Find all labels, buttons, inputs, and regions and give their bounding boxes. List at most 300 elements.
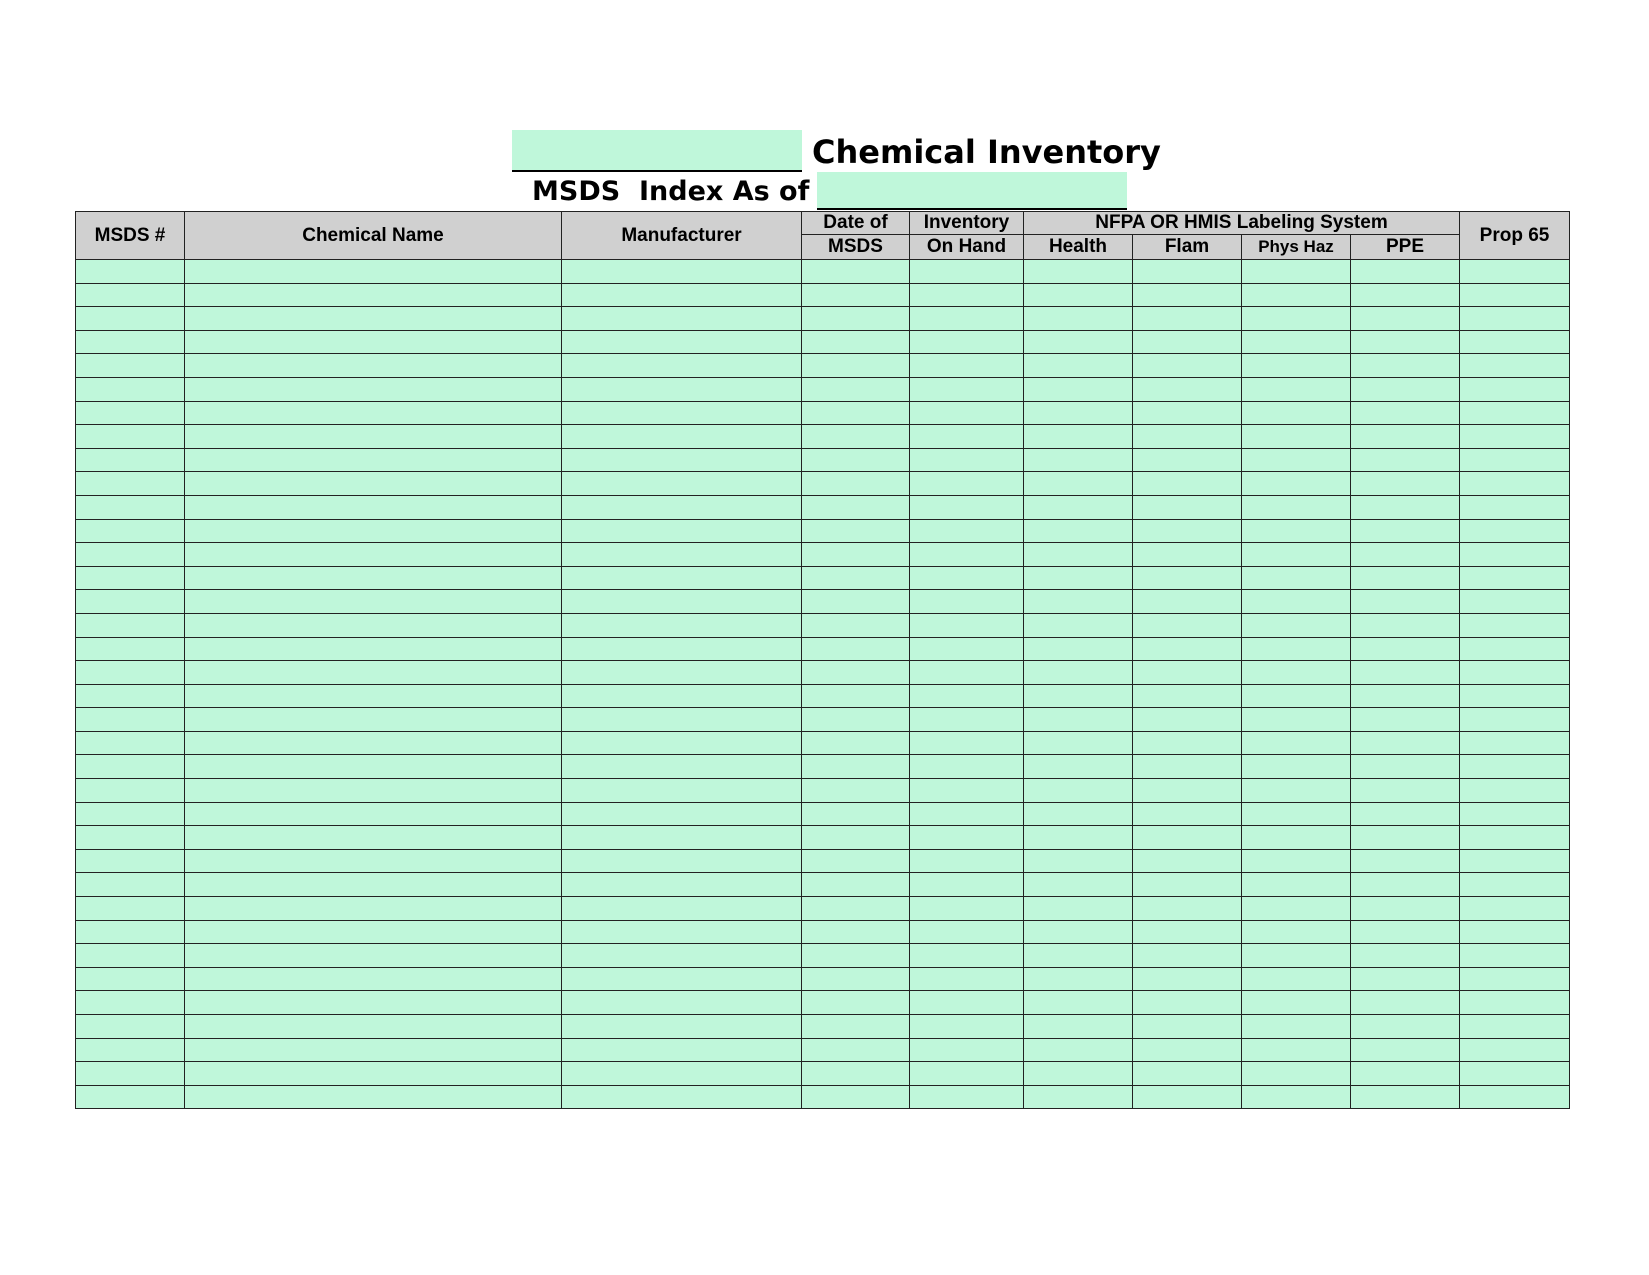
cell-flam[interactable] [1133, 613, 1242, 637]
cell-msds-no[interactable] [76, 779, 185, 803]
cell-ppe[interactable] [1351, 661, 1460, 685]
cell-date-of-msds[interactable] [802, 260, 910, 284]
cell-chemical-name[interactable] [185, 684, 562, 708]
cell-ppe[interactable] [1351, 897, 1460, 921]
cell-inventory-on-hand[interactable] [910, 495, 1024, 519]
cell-manufacturer[interactable] [562, 495, 802, 519]
cell-manufacturer[interactable] [562, 708, 802, 732]
cell-prop65[interactable] [1460, 1038, 1570, 1062]
cell-prop65[interactable] [1460, 684, 1570, 708]
cell-flam[interactable] [1133, 944, 1242, 968]
cell-phys-haz[interactable] [1242, 472, 1351, 496]
cell-prop65[interactable] [1460, 637, 1570, 661]
cell-ppe[interactable] [1351, 967, 1460, 991]
cell-chemical-name[interactable] [185, 802, 562, 826]
cell-inventory-on-hand[interactable] [910, 920, 1024, 944]
cell-ppe[interactable] [1351, 991, 1460, 1015]
cell-chemical-name[interactable] [185, 849, 562, 873]
cell-manufacturer[interactable] [562, 873, 802, 897]
cell-inventory-on-hand[interactable] [910, 307, 1024, 331]
cell-manufacturer[interactable] [562, 377, 802, 401]
cell-msds-no[interactable] [76, 448, 185, 472]
cell-date-of-msds[interactable] [802, 495, 910, 519]
cell-flam[interactable] [1133, 779, 1242, 803]
cell-phys-haz[interactable] [1242, 590, 1351, 614]
cell-health[interactable] [1024, 1015, 1133, 1039]
cell-phys-haz[interactable] [1242, 330, 1351, 354]
cell-ppe[interactable] [1351, 1062, 1460, 1086]
cell-flam[interactable] [1133, 448, 1242, 472]
cell-chemical-name[interactable] [185, 425, 562, 449]
cell-manufacturer[interactable] [562, 354, 802, 378]
cell-prop65[interactable] [1460, 779, 1570, 803]
cell-inventory-on-hand[interactable] [910, 1062, 1024, 1086]
cell-date-of-msds[interactable] [802, 920, 910, 944]
cell-chemical-name[interactable] [185, 448, 562, 472]
cell-inventory-on-hand[interactable] [910, 897, 1024, 921]
cell-msds-no[interactable] [76, 307, 185, 331]
cell-chemical-name[interactable] [185, 944, 562, 968]
cell-flam[interactable] [1133, 519, 1242, 543]
cell-chemical-name[interactable] [185, 920, 562, 944]
cell-prop65[interactable] [1460, 991, 1570, 1015]
cell-phys-haz[interactable] [1242, 755, 1351, 779]
cell-date-of-msds[interactable] [802, 566, 910, 590]
cell-phys-haz[interactable] [1242, 897, 1351, 921]
cell-msds-no[interactable] [76, 802, 185, 826]
cell-prop65[interactable] [1460, 731, 1570, 755]
cell-phys-haz[interactable] [1242, 495, 1351, 519]
cell-inventory-on-hand[interactable] [910, 755, 1024, 779]
cell-health[interactable] [1024, 519, 1133, 543]
cell-prop65[interactable] [1460, 1085, 1570, 1109]
cell-inventory-on-hand[interactable] [910, 543, 1024, 567]
cell-ppe[interactable] [1351, 684, 1460, 708]
cell-health[interactable] [1024, 354, 1133, 378]
cell-health[interactable] [1024, 472, 1133, 496]
cell-health[interactable] [1024, 661, 1133, 685]
cell-msds-no[interactable] [76, 661, 185, 685]
cell-ppe[interactable] [1351, 519, 1460, 543]
cell-health[interactable] [1024, 543, 1133, 567]
cell-ppe[interactable] [1351, 1015, 1460, 1039]
cell-phys-haz[interactable] [1242, 260, 1351, 284]
cell-flam[interactable] [1133, 637, 1242, 661]
cell-phys-haz[interactable] [1242, 543, 1351, 567]
cell-msds-no[interactable] [76, 566, 185, 590]
cell-manufacturer[interactable] [562, 991, 802, 1015]
cell-prop65[interactable] [1460, 661, 1570, 685]
cell-chemical-name[interactable] [185, 991, 562, 1015]
cell-inventory-on-hand[interactable] [910, 873, 1024, 897]
cell-date-of-msds[interactable] [802, 1038, 910, 1062]
cell-chemical-name[interactable] [185, 590, 562, 614]
cell-manufacturer[interactable] [562, 826, 802, 850]
cell-health[interactable] [1024, 283, 1133, 307]
cell-date-of-msds[interactable] [802, 307, 910, 331]
cell-phys-haz[interactable] [1242, 1085, 1351, 1109]
cell-chemical-name[interactable] [185, 377, 562, 401]
cell-prop65[interactable] [1460, 472, 1570, 496]
cell-flam[interactable] [1133, 330, 1242, 354]
cell-msds-no[interactable] [76, 826, 185, 850]
cell-prop65[interactable] [1460, 401, 1570, 425]
cell-manufacturer[interactable] [562, 920, 802, 944]
cell-flam[interactable] [1133, 377, 1242, 401]
cell-health[interactable] [1024, 684, 1133, 708]
cell-inventory-on-hand[interactable] [910, 802, 1024, 826]
cell-manufacturer[interactable] [562, 897, 802, 921]
cell-flam[interactable] [1133, 566, 1242, 590]
cell-chemical-name[interactable] [185, 519, 562, 543]
cell-chemical-name[interactable] [185, 330, 562, 354]
cell-phys-haz[interactable] [1242, 708, 1351, 732]
cell-flam[interactable] [1133, 897, 1242, 921]
cell-chemical-name[interactable] [185, 1015, 562, 1039]
cell-manufacturer[interactable] [562, 849, 802, 873]
cell-inventory-on-hand[interactable] [910, 1038, 1024, 1062]
cell-chemical-name[interactable] [185, 1062, 562, 1086]
cell-manufacturer[interactable] [562, 283, 802, 307]
cell-date-of-msds[interactable] [802, 897, 910, 921]
cell-date-of-msds[interactable] [802, 401, 910, 425]
cell-ppe[interactable] [1351, 613, 1460, 637]
cell-prop65[interactable] [1460, 826, 1570, 850]
cell-ppe[interactable] [1351, 425, 1460, 449]
cell-date-of-msds[interactable] [802, 354, 910, 378]
cell-phys-haz[interactable] [1242, 944, 1351, 968]
cell-msds-no[interactable] [76, 425, 185, 449]
cell-manufacturer[interactable] [562, 543, 802, 567]
cell-msds-no[interactable] [76, 897, 185, 921]
cell-phys-haz[interactable] [1242, 307, 1351, 331]
cell-msds-no[interactable] [76, 472, 185, 496]
cell-chemical-name[interactable] [185, 661, 562, 685]
cell-manufacturer[interactable] [562, 613, 802, 637]
cell-flam[interactable] [1133, 708, 1242, 732]
cell-ppe[interactable] [1351, 495, 1460, 519]
cell-inventory-on-hand[interactable] [910, 944, 1024, 968]
cell-inventory-on-hand[interactable] [910, 425, 1024, 449]
cell-phys-haz[interactable] [1242, 637, 1351, 661]
cell-phys-haz[interactable] [1242, 1062, 1351, 1086]
cell-chemical-name[interactable] [185, 637, 562, 661]
cell-manufacturer[interactable] [562, 1062, 802, 1086]
cell-phys-haz[interactable] [1242, 661, 1351, 685]
cell-health[interactable] [1024, 1085, 1133, 1109]
cell-date-of-msds[interactable] [802, 802, 910, 826]
cell-ppe[interactable] [1351, 1038, 1460, 1062]
cell-date-of-msds[interactable] [802, 283, 910, 307]
cell-chemical-name[interactable] [185, 708, 562, 732]
cell-msds-no[interactable] [76, 1038, 185, 1062]
cell-chemical-name[interactable] [185, 826, 562, 850]
cell-msds-no[interactable] [76, 1085, 185, 1109]
cell-msds-no[interactable] [76, 755, 185, 779]
cell-flam[interactable] [1133, 472, 1242, 496]
cell-inventory-on-hand[interactable] [910, 849, 1024, 873]
cell-inventory-on-hand[interactable] [910, 967, 1024, 991]
cell-manufacturer[interactable] [562, 401, 802, 425]
cell-inventory-on-hand[interactable] [910, 1085, 1024, 1109]
cell-chemical-name[interactable] [185, 1038, 562, 1062]
cell-date-of-msds[interactable] [802, 944, 910, 968]
cell-inventory-on-hand[interactable] [910, 472, 1024, 496]
cell-prop65[interactable] [1460, 566, 1570, 590]
cell-prop65[interactable] [1460, 330, 1570, 354]
cell-flam[interactable] [1133, 849, 1242, 873]
cell-ppe[interactable] [1351, 755, 1460, 779]
cell-phys-haz[interactable] [1242, 920, 1351, 944]
cell-msds-no[interactable] [76, 330, 185, 354]
cell-prop65[interactable] [1460, 873, 1570, 897]
cell-manufacturer[interactable] [562, 566, 802, 590]
cell-inventory-on-hand[interactable] [910, 661, 1024, 685]
cell-chemical-name[interactable] [185, 897, 562, 921]
cell-flam[interactable] [1133, 755, 1242, 779]
cell-chemical-name[interactable] [185, 472, 562, 496]
cell-manufacturer[interactable] [562, 661, 802, 685]
cell-chemical-name[interactable] [185, 543, 562, 567]
cell-manufacturer[interactable] [562, 519, 802, 543]
cell-phys-haz[interactable] [1242, 283, 1351, 307]
cell-date-of-msds[interactable] [802, 1062, 910, 1086]
cell-ppe[interactable] [1351, 566, 1460, 590]
cell-flam[interactable] [1133, 731, 1242, 755]
cell-phys-haz[interactable] [1242, 519, 1351, 543]
cell-phys-haz[interactable] [1242, 967, 1351, 991]
cell-inventory-on-hand[interactable] [910, 991, 1024, 1015]
cell-date-of-msds[interactable] [802, 590, 910, 614]
cell-flam[interactable] [1133, 826, 1242, 850]
cell-inventory-on-hand[interactable] [910, 377, 1024, 401]
cell-date-of-msds[interactable] [802, 991, 910, 1015]
cell-chemical-name[interactable] [185, 967, 562, 991]
cell-manufacturer[interactable] [562, 755, 802, 779]
cell-manufacturer[interactable] [562, 472, 802, 496]
cell-phys-haz[interactable] [1242, 354, 1351, 378]
cell-flam[interactable] [1133, 354, 1242, 378]
cell-chemical-name[interactable] [185, 1085, 562, 1109]
cell-manufacturer[interactable] [562, 731, 802, 755]
cell-manufacturer[interactable] [562, 779, 802, 803]
cell-chemical-name[interactable] [185, 779, 562, 803]
cell-flam[interactable] [1133, 967, 1242, 991]
cell-flam[interactable] [1133, 684, 1242, 708]
cell-ppe[interactable] [1351, 873, 1460, 897]
cell-ppe[interactable] [1351, 849, 1460, 873]
cell-date-of-msds[interactable] [802, 755, 910, 779]
cell-phys-haz[interactable] [1242, 566, 1351, 590]
cell-manufacturer[interactable] [562, 590, 802, 614]
cell-phys-haz[interactable] [1242, 802, 1351, 826]
cell-phys-haz[interactable] [1242, 448, 1351, 472]
cell-chemical-name[interactable] [185, 307, 562, 331]
cell-phys-haz[interactable] [1242, 1015, 1351, 1039]
cell-prop65[interactable] [1460, 543, 1570, 567]
cell-manufacturer[interactable] [562, 967, 802, 991]
cell-health[interactable] [1024, 920, 1133, 944]
cell-ppe[interactable] [1351, 920, 1460, 944]
cell-msds-no[interactable] [76, 1015, 185, 1039]
cell-date-of-msds[interactable] [802, 873, 910, 897]
cell-health[interactable] [1024, 307, 1133, 331]
cell-chemical-name[interactable] [185, 566, 562, 590]
cell-health[interactable] [1024, 708, 1133, 732]
cell-ppe[interactable] [1351, 944, 1460, 968]
cell-health[interactable] [1024, 590, 1133, 614]
cell-date-of-msds[interactable] [802, 708, 910, 732]
cell-date-of-msds[interactable] [802, 779, 910, 803]
cell-inventory-on-hand[interactable] [910, 590, 1024, 614]
cell-manufacturer[interactable] [562, 260, 802, 284]
cell-prop65[interactable] [1460, 708, 1570, 732]
cell-ppe[interactable] [1351, 590, 1460, 614]
cell-date-of-msds[interactable] [802, 543, 910, 567]
cell-flam[interactable] [1133, 307, 1242, 331]
cell-health[interactable] [1024, 448, 1133, 472]
cell-manufacturer[interactable] [562, 1085, 802, 1109]
cell-ppe[interactable] [1351, 283, 1460, 307]
cell-ppe[interactable] [1351, 330, 1460, 354]
cell-flam[interactable] [1133, 401, 1242, 425]
cell-health[interactable] [1024, 849, 1133, 873]
cell-inventory-on-hand[interactable] [910, 613, 1024, 637]
cell-phys-haz[interactable] [1242, 849, 1351, 873]
cell-health[interactable] [1024, 755, 1133, 779]
cell-chemical-name[interactable] [185, 260, 562, 284]
cell-manufacturer[interactable] [562, 684, 802, 708]
cell-ppe[interactable] [1351, 472, 1460, 496]
cell-chemical-name[interactable] [185, 354, 562, 378]
company-name-blank[interactable] [512, 130, 802, 172]
cell-health[interactable] [1024, 260, 1133, 284]
cell-health[interactable] [1024, 425, 1133, 449]
cell-flam[interactable] [1133, 543, 1242, 567]
cell-msds-no[interactable] [76, 543, 185, 567]
cell-inventory-on-hand[interactable] [910, 637, 1024, 661]
cell-health[interactable] [1024, 873, 1133, 897]
cell-prop65[interactable] [1460, 448, 1570, 472]
cell-inventory-on-hand[interactable] [910, 566, 1024, 590]
cell-health[interactable] [1024, 944, 1133, 968]
cell-date-of-msds[interactable] [802, 849, 910, 873]
cell-ppe[interactable] [1351, 826, 1460, 850]
cell-date-of-msds[interactable] [802, 731, 910, 755]
cell-msds-no[interactable] [76, 708, 185, 732]
cell-ppe[interactable] [1351, 708, 1460, 732]
cell-prop65[interactable] [1460, 897, 1570, 921]
cell-ppe[interactable] [1351, 354, 1460, 378]
cell-flam[interactable] [1133, 590, 1242, 614]
cell-prop65[interactable] [1460, 944, 1570, 968]
cell-health[interactable] [1024, 613, 1133, 637]
cell-phys-haz[interactable] [1242, 613, 1351, 637]
cell-inventory-on-hand[interactable] [910, 779, 1024, 803]
cell-flam[interactable] [1133, 920, 1242, 944]
cell-ppe[interactable] [1351, 307, 1460, 331]
cell-health[interactable] [1024, 637, 1133, 661]
cell-date-of-msds[interactable] [802, 684, 910, 708]
cell-msds-no[interactable] [76, 731, 185, 755]
cell-health[interactable] [1024, 802, 1133, 826]
cell-health[interactable] [1024, 1062, 1133, 1086]
cell-prop65[interactable] [1460, 495, 1570, 519]
cell-msds-no[interactable] [76, 684, 185, 708]
cell-prop65[interactable] [1460, 590, 1570, 614]
cell-msds-no[interactable] [76, 495, 185, 519]
cell-ppe[interactable] [1351, 779, 1460, 803]
cell-manufacturer[interactable] [562, 637, 802, 661]
cell-msds-no[interactable] [76, 920, 185, 944]
cell-chemical-name[interactable] [185, 755, 562, 779]
cell-inventory-on-hand[interactable] [910, 1015, 1024, 1039]
cell-flam[interactable] [1133, 1085, 1242, 1109]
cell-prop65[interactable] [1460, 849, 1570, 873]
cell-msds-no[interactable] [76, 590, 185, 614]
cell-health[interactable] [1024, 1038, 1133, 1062]
cell-inventory-on-hand[interactable] [910, 826, 1024, 850]
cell-flam[interactable] [1133, 260, 1242, 284]
cell-date-of-msds[interactable] [802, 613, 910, 637]
cell-msds-no[interactable] [76, 1062, 185, 1086]
cell-ppe[interactable] [1351, 448, 1460, 472]
cell-inventory-on-hand[interactable] [910, 519, 1024, 543]
cell-ppe[interactable] [1351, 401, 1460, 425]
cell-manufacturer[interactable] [562, 1038, 802, 1062]
cell-manufacturer[interactable] [562, 448, 802, 472]
cell-flam[interactable] [1133, 1038, 1242, 1062]
cell-health[interactable] [1024, 897, 1133, 921]
cell-flam[interactable] [1133, 1062, 1242, 1086]
cell-health[interactable] [1024, 967, 1133, 991]
cell-prop65[interactable] [1460, 802, 1570, 826]
cell-msds-no[interactable] [76, 873, 185, 897]
cell-ppe[interactable] [1351, 1085, 1460, 1109]
cell-chemical-name[interactable] [185, 495, 562, 519]
cell-date-of-msds[interactable] [802, 967, 910, 991]
cell-inventory-on-hand[interactable] [910, 354, 1024, 378]
cell-phys-haz[interactable] [1242, 1038, 1351, 1062]
cell-prop65[interactable] [1460, 613, 1570, 637]
cell-flam[interactable] [1133, 802, 1242, 826]
cell-flam[interactable] [1133, 873, 1242, 897]
cell-date-of-msds[interactable] [802, 1015, 910, 1039]
cell-ppe[interactable] [1351, 802, 1460, 826]
cell-chemical-name[interactable] [185, 401, 562, 425]
cell-flam[interactable] [1133, 991, 1242, 1015]
cell-manufacturer[interactable] [562, 330, 802, 354]
cell-inventory-on-hand[interactable] [910, 330, 1024, 354]
cell-phys-haz[interactable] [1242, 731, 1351, 755]
cell-prop65[interactable] [1460, 307, 1570, 331]
cell-date-of-msds[interactable] [802, 472, 910, 496]
cell-health[interactable] [1024, 330, 1133, 354]
cell-phys-haz[interactable] [1242, 425, 1351, 449]
cell-prop65[interactable] [1460, 519, 1570, 543]
cell-ppe[interactable] [1351, 260, 1460, 284]
cell-msds-no[interactable] [76, 401, 185, 425]
cell-date-of-msds[interactable] [802, 519, 910, 543]
cell-inventory-on-hand[interactable] [910, 401, 1024, 425]
cell-manufacturer[interactable] [562, 1015, 802, 1039]
cell-msds-no[interactable] [76, 637, 185, 661]
cell-ppe[interactable] [1351, 543, 1460, 567]
cell-manufacturer[interactable] [562, 307, 802, 331]
cell-msds-no[interactable] [76, 283, 185, 307]
cell-msds-no[interactable] [76, 849, 185, 873]
cell-phys-haz[interactable] [1242, 779, 1351, 803]
